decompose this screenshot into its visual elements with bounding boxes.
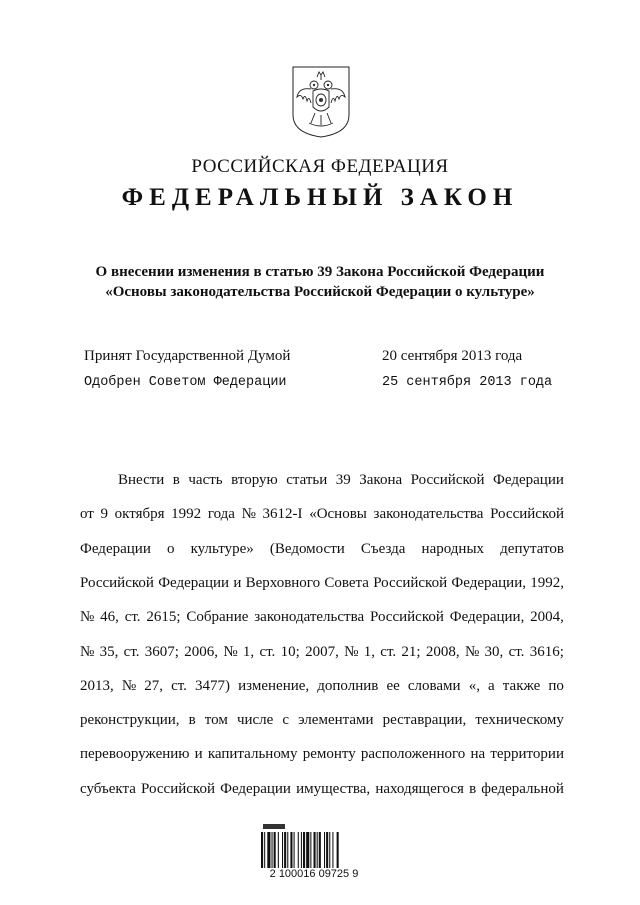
body-word: Федерации xyxy=(158,574,230,591)
body-word: Федерации xyxy=(493,472,564,488)
body-word: а xyxy=(488,677,495,694)
body-word: Закона xyxy=(359,472,403,488)
body-word: 21; xyxy=(401,643,421,660)
body-word: с xyxy=(282,712,290,729)
body-word: 1, xyxy=(242,643,255,660)
body-word: № xyxy=(241,506,256,523)
body-word: 2615; xyxy=(146,609,181,626)
body-word: Федерации xyxy=(80,540,151,557)
body-word: № xyxy=(80,643,95,660)
body-word: № xyxy=(464,643,480,660)
body-word: федеральной xyxy=(481,780,564,797)
barcode-image xyxy=(259,824,367,872)
body-word: № xyxy=(80,609,95,626)
body-word: Российской xyxy=(141,780,215,797)
body-line xyxy=(80,539,564,559)
body-word: 2007, xyxy=(305,643,339,660)
body-word: Федерации xyxy=(220,780,291,797)
body-word: года xyxy=(207,506,235,523)
body-word: Российской xyxy=(410,472,485,488)
body-line xyxy=(118,470,564,490)
body-word: субъекта xyxy=(80,780,136,797)
body-line xyxy=(80,642,564,662)
law-title-line: О внесении изменения в статью 39 Закона Российской Федерации xyxy=(95,264,545,280)
document-type-heading: ФЕДЕРАЛЬНЫЙ ЗАКОН xyxy=(121,184,519,211)
body-word: «, xyxy=(468,677,480,694)
body-word: том xyxy=(204,712,228,729)
body-word: перевооружению xyxy=(80,746,190,763)
body-word: от xyxy=(80,506,94,523)
body-word: в xyxy=(188,712,196,729)
body-word: ст. xyxy=(380,643,397,660)
body-word: Собрание xyxy=(186,609,249,626)
body-word: Совета xyxy=(324,574,369,591)
body-word: 9 xyxy=(100,506,108,523)
body-word: Российской xyxy=(80,574,154,591)
country-heading: РОССИЙСКАЯ ФЕДЕРАЦИЯ xyxy=(191,156,449,177)
body-word: Российской xyxy=(490,506,564,523)
state-emblem-icon xyxy=(289,63,353,139)
body-word: ст. xyxy=(508,643,525,660)
body-line xyxy=(80,607,564,627)
body-word: 39 xyxy=(335,472,351,488)
body-word: Верховного xyxy=(245,574,321,591)
body-word: реставрации, xyxy=(382,712,467,729)
body-word: Внести xyxy=(118,472,165,488)
body-word: октября xyxy=(114,506,165,523)
body-word: на xyxy=(470,746,486,763)
body-word: ее xyxy=(386,677,400,694)
body-word: 1992 xyxy=(171,506,202,523)
body-word: техническому xyxy=(475,712,564,729)
barcode-number: 2 100016 09725 9 xyxy=(269,868,359,880)
body-word: в xyxy=(172,472,180,488)
body-word: о xyxy=(166,540,175,557)
body-word: статьи xyxy=(286,472,328,488)
body-word: народных xyxy=(421,540,485,557)
body-word: № xyxy=(344,643,359,660)
body-word: Российской xyxy=(373,574,448,591)
body-word: 35, xyxy=(99,643,119,660)
body-word: имущества, xyxy=(296,780,371,797)
body-word: ст. xyxy=(124,609,141,626)
body-word: часть xyxy=(188,472,223,488)
body-word: 1992, xyxy=(530,574,564,591)
body-word: расположенного xyxy=(360,746,466,763)
body-word: «Основы xyxy=(309,506,367,523)
body-word: ст. xyxy=(123,643,140,660)
body-word: 46, xyxy=(100,609,119,626)
body-word: также xyxy=(502,677,541,694)
body-line xyxy=(80,504,564,524)
body-word: 2013, xyxy=(80,677,114,694)
body-word: ремонту xyxy=(302,746,356,763)
body-line xyxy=(80,710,564,730)
body-word: законодательства xyxy=(373,506,484,523)
adoption-label: Принят Государственной Думой xyxy=(84,348,291,364)
body-word: 2006, xyxy=(184,643,219,660)
law-title xyxy=(0,262,640,302)
body-word: № xyxy=(121,677,137,694)
adoption-date: 20 сентября 2013 года xyxy=(382,348,523,364)
body-line xyxy=(80,744,564,764)
adoption-label: Одобрен Советом Федерации xyxy=(84,375,287,390)
body-word: 2004, xyxy=(530,609,564,626)
body-word: дополнив xyxy=(317,677,379,694)
adoption-date: 25 сентября 2013 года xyxy=(382,375,553,390)
body-word: 27, xyxy=(144,677,163,694)
body-word: депутатов xyxy=(500,540,564,557)
body-word: 3612-I xyxy=(262,506,303,523)
body-word: Российской xyxy=(369,609,444,626)
body-word: находящегося xyxy=(375,780,464,797)
body-word: территории xyxy=(490,746,564,763)
body-word: по xyxy=(548,677,564,694)
body-word: изменение, xyxy=(238,677,310,694)
body-word: 10; xyxy=(280,643,300,660)
body-word: 2008, xyxy=(425,643,460,660)
body-word: и xyxy=(194,746,203,763)
body-word: законодательства xyxy=(254,609,365,626)
body-word: культуре» xyxy=(190,540,254,557)
body-line xyxy=(80,779,564,799)
body-word: элементами xyxy=(298,712,374,729)
body-word: Съезда xyxy=(360,540,406,557)
body-word: 30, xyxy=(484,643,504,660)
body-word: 3616; xyxy=(529,643,564,660)
body-word: числе xyxy=(236,712,274,729)
body-word: (Ведомости xyxy=(269,540,345,557)
body-word: капитальному xyxy=(207,746,298,763)
body-word: вторую xyxy=(231,472,278,488)
body-word: Федерации, xyxy=(449,609,525,626)
body-word: реконструкции, xyxy=(80,712,180,729)
body-word: словами xyxy=(407,677,461,694)
body-line xyxy=(80,573,564,593)
law-title-line: «Основы законодательства Российской Федерации о культуре» xyxy=(105,284,535,300)
body-word: 1, xyxy=(363,643,375,660)
body-word: 3477) xyxy=(195,677,231,694)
body-word: ст. xyxy=(171,677,187,694)
body-word: Федерации, xyxy=(451,574,526,591)
body-word: и xyxy=(233,574,242,591)
body-word: 3607; xyxy=(144,643,179,660)
body-word: в xyxy=(469,780,477,797)
body-word: ст. xyxy=(259,643,276,660)
body-line xyxy=(80,676,564,696)
body-word: № xyxy=(223,643,238,660)
